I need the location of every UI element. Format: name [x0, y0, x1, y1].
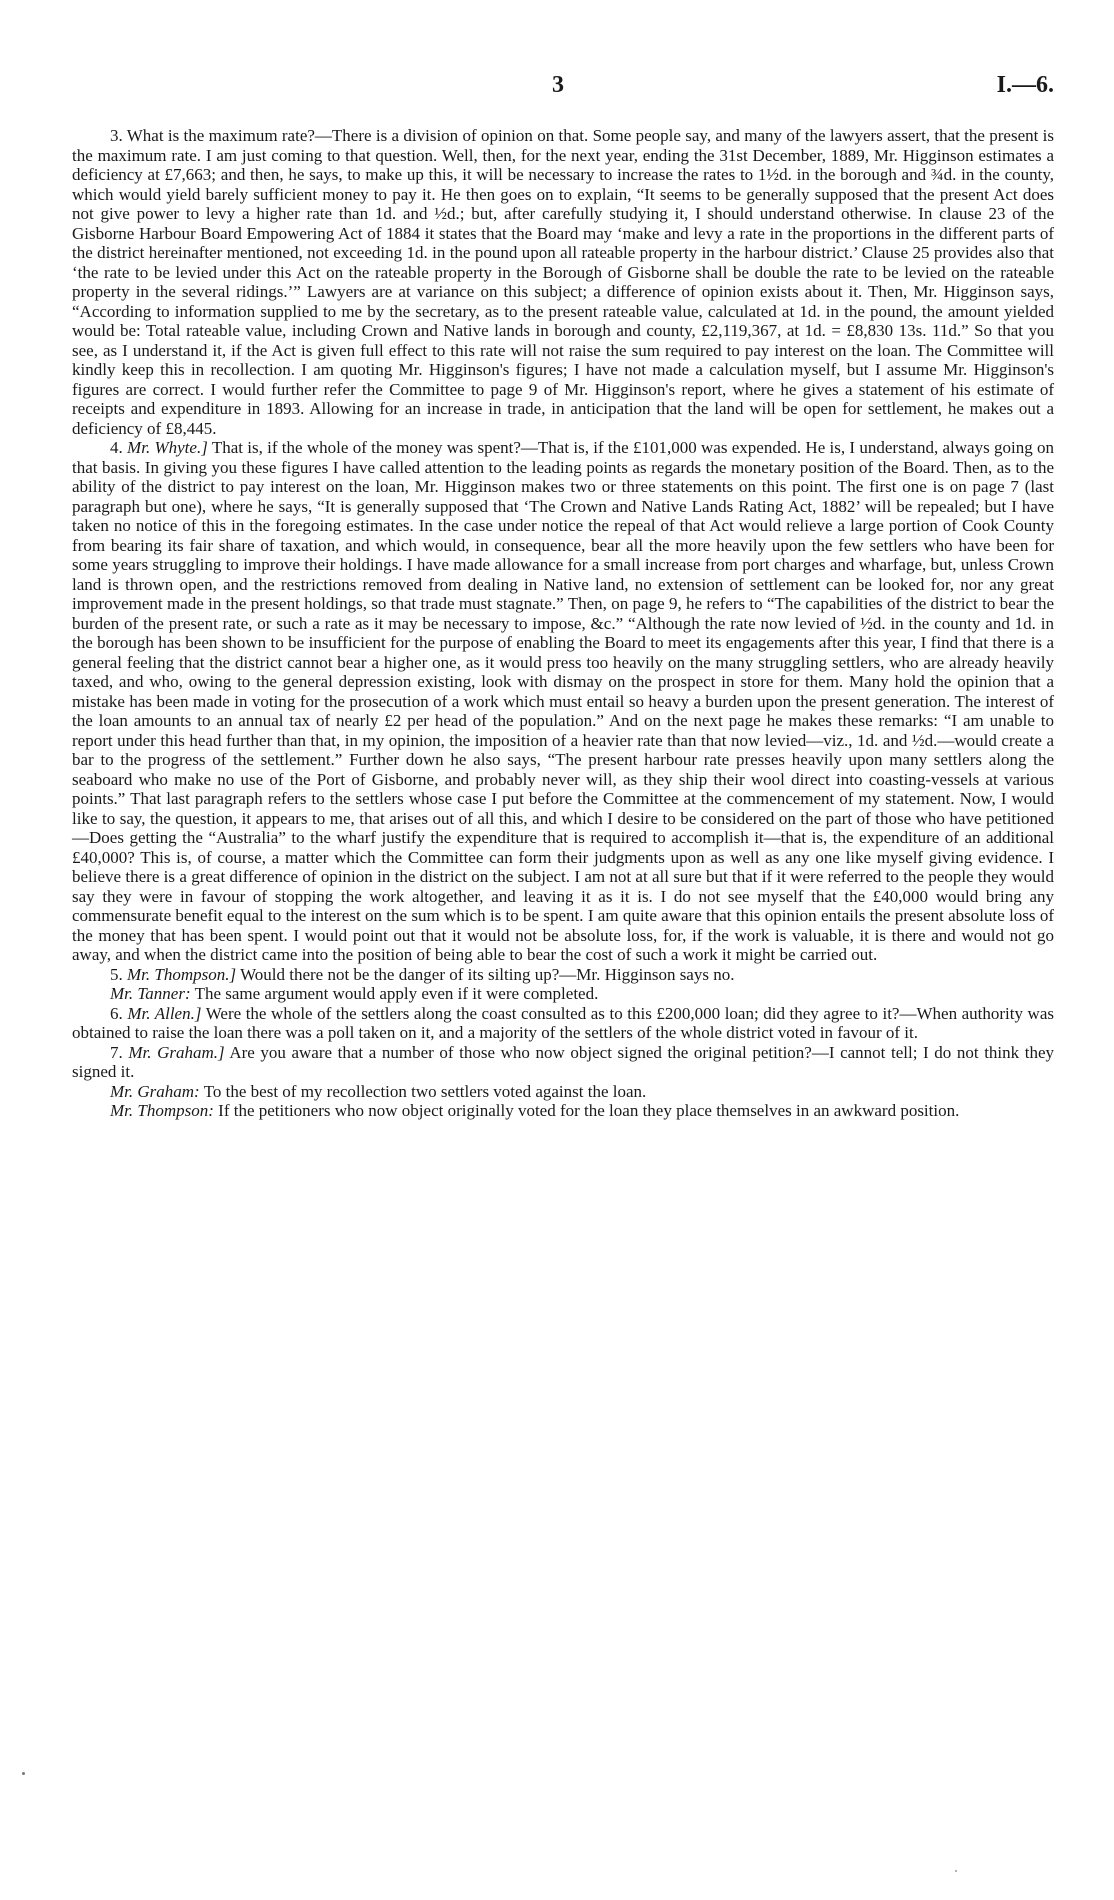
- paragraph-text: That is, if the whole of the money was spent?—That is, if the £101,000 was expended. He is, I understand, always going on that basis. In giving you these figures I have called attention to the leading points as regards the monetary position of the Board. Then, as to the ability of the district to pay interest on the loan, Mr. Higginson makes two or three statements on this point. The first one is on page 7 (last paragraph but one), where he says, “It is generally supposed that ‘The Crown and Native Lands Rating Act, 1882’ will be repealed; but I have taken no notice of this in the foregoing estimates. In the case under notice the repeal of that Act would relieve a large portion of Cook County from bearing its fair share of taxation, and which would, in consequence, bear all the more heavily upon the few settlers who have been for some years struggling to improve their holdings. I have made allowance for a small increase from port charges and wharfage, but, unless Crown land is thrown open, and the restrictions removed from dealing in Native land, no extension of settlement can be looked for, nor any great improvement made in the present holdings, so that trade must stagnate.” Then, on page 9, he refers to “The capabilities of the district to bear the burden of the present rate, or such a rate as it may be necessary to impose, &c.” “Although the rate now levied of ½d. in the county and 1d. in the borough has been shown to be insufficient for the purpose of enabling the Board to meet its engagements after this year, I find that there is a general feeling that the district cannot bear a higher one, as it would press too heavily on the many struggling settlers, who are already heavily taxed, and who, owing to the general depression existing, look with dismay on the prospect in store for them. Many hold the opinion that a mistake has been made in voting for the prosecution of a work which must entail so heavy a burden upon the present generation. The interest of the loan amounts to an annual tax of nearly £2 per head of the population.” And on the next page he makes these remarks: “I am unable to report under this head further than that, in my opinion, the imposition of a heavier rate than that now levied—viz., 1d. and ½d.—would create a bar to the progress of the settlement.” Further down he also says, “The present harbour rate presses heavily upon many settlers along the seaboard who make no use of the Port of Gisborne, and probably never will, as they ship their wool direct into coasting-vessels at various points.” That last paragraph refers to the settlers whose case I put before the Committee at the commencement of my statement. Now, I would like to say, the question, it appears to me, that arises out of all this, and which I desire to be considered on the part of those who have petitioned—Does getting the “Australia” to the wharf justify the expenditure that is required to accomplish it—that is, the expenditure of an additional £40,000? This is, of course, a matter which the Committee can form their judgments upon as well as any one like myself giving evidence. I believe there is a great difference of opinion in the district on the subject. I am not at all sure but that if it were referred to the people they would say they were in favour of stopping the work altogether, and leaving it as it is. I do not see myself that the £40,000 would bring any commensurate benefit equal to the interest on the sum which is to be spent. I am quite aware that this opinion entails the present absolute loss of the money that has been spent. I would point out that it would not be absolute loss, for, if the work is valuable, it is there and would not go away, and when the district came into the position of being able to bear the cost of such a work it might be carried out.: [72, 438, 1054, 964]
- speaker-name: Mr. Allen.]: [127, 1003, 202, 1023]
- speaker-name: Mr. Graham:: [110, 1081, 200, 1101]
- paragraph-3: [72, 126, 1054, 438]
- speaker-name: Mr. Graham.]: [128, 1042, 225, 1062]
- question-number: 4.: [110, 438, 123, 457]
- paragraph-4: [72, 438, 1054, 965]
- speaker-name: Mr. Thompson:: [110, 1101, 214, 1120]
- speaker-name: Mr. Tanner:: [110, 984, 191, 1003]
- paragraph-text: Were the whole of the settlers along the coast consulted as to this £200,000 loan; did they agree to it?—When authority was obtained to raise the loan there was a poll taken on it, and a majority of the settlers of the whole district voted in favour of it.: [72, 1003, 1054, 1042]
- speaker-name: Mr. Thompson.]: [127, 964, 237, 984]
- question-number: 5.: [110, 964, 123, 984]
- paragraph-7: [72, 1043, 1054, 1082]
- paragraph-6: [72, 1004, 1054, 1043]
- page-number: 3: [552, 72, 564, 98]
- paragraph-text: Would there not be the danger of its silting up?—Mr. Higginson says no.: [240, 964, 735, 984]
- paragraph-text: The same argument would apply even if it were completed.: [194, 984, 599, 1003]
- paragraph-text: What is the maximum rate?—There is a division of opinion on that. Some people say, and many of the lawyers assert, that the present is the maximum rate. I am just coming to that question. Well, then, for the next year, ending the 31st December, 1889, Mr. Higginson estimates a deficiency at £7,663; and then, he says, to make up this, it will be necessary to increase the rates to 1½d. in the borough and ¾d. in the county, which would yield barely sufficient money to pay it. He then goes on to explain, “It seems to be generally supposed that the present Act does not give power to levy a higher rate than 1d. and ½d.; but, after carefully studying it, I should understand otherwise. In clause 23 of the Gisborne Harbour Board Empowering Act of 1884 it states that the Board may ‘make and levy a rate in the proportions in the different parts of the district hereinafter mentioned, not exceeding 1d. in the pound upon all rateable property in the harbour district.’ Clause 25 provides also that ‘the rate to be levied under this Act on the rateable property in the Borough of Gisborne shall be double the rate to be levied on the rateable property in the several ridings.’” Lawyers are at variance on this subject; a difference of opinion exists about it. Then, Mr. Higginson says, “According to information supplied to me by the secretary, as to the present rateable value, calculated at 1d. in the pound, the amount yielded would be: Total rateable value, including Crown and Native lands in borough and county, £2,119,367, at 1d. = £8,830 13s. 11d.” So that you see, as I understand it, if the Act is given full effect to this rate will not raise the sum required to pay interest on the loan. The Committee will kindly keep this in recollection. I am quoting Mr. Higginson's figures; I have not made a calculation myself, but I assume Mr. Higginson's figures are correct. I would further refer the Committee to page 9 of Mr. Higginson's report, where he gives a statement of his estimate of receipts and expenditure in 1893. Allowing for an increase in trade, in anticipation that the land will be open for settlement, he makes out a deficiency of £8,445.: [72, 126, 1054, 438]
- paragraph-text: Are you aware that a number of those who now object signed the original petition?—I cannot tell; I do not think they signed it.: [72, 1042, 1055, 1081]
- paragraph-graham: [72, 1082, 1054, 1102]
- paragraph-tanner: [72, 984, 1054, 1004]
- margin-mark: [22, 1772, 25, 1775]
- question-number: 6.: [110, 1003, 123, 1023]
- body-text: [72, 126, 1054, 1121]
- paragraph-thompson: [72, 1101, 1054, 1121]
- document-reference: I.—6.: [996, 72, 1054, 98]
- margin-mark: [955, 1870, 957, 1872]
- paragraph-text: If the petitioners who now object originally voted for the loan they place themselves in an awkward position.: [218, 1101, 960, 1120]
- paragraph-5: [72, 965, 1054, 985]
- question-number: 7.: [110, 1042, 123, 1062]
- paragraph-text: To the best of my recollection two settlers voted against the loan.: [203, 1081, 647, 1101]
- page-header: [72, 72, 1054, 112]
- speaker-name: Mr. Whyte.]: [127, 438, 208, 457]
- question-number: 3.: [110, 126, 123, 145]
